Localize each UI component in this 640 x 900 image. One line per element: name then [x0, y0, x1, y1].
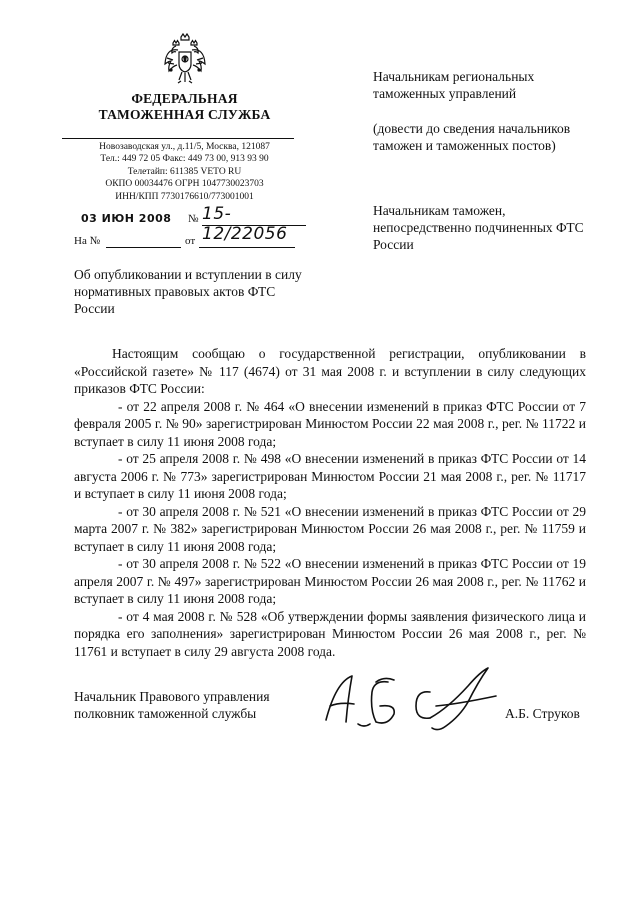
handwritten-signature-icon — [318, 662, 506, 734]
organization-name-line2: ТАМОЖЕННАЯ СЛУЖБА — [98, 107, 271, 122]
order-item-521: - от 30 апреля 2008 г. № 521 «О внесении изменений в приказ ФТС России от 29 марта 2007 г. № 382» зарегистрирован Минюстом России 26 мая 2008 г., рег. № 11759 и вступает в силу 11 июня 2008 года; — [74, 503, 586, 554]
order-item-528: - от 4 мая 2008 г. № 528 «Об утверждении формы заявления физического лица и порядка его заполнения» зарегистрирован Минюстом России 26 мая 2008 г., рег. № 11761 и вступает в силу 29 августа 2008 года. — [74, 608, 586, 659]
addressee-customs-heads: Начальникам таможен, непосредственно подчиненных ФТС России — [373, 203, 584, 252]
contact-phone-fax: Тел.: 449 72 05 Факс: 449 73 00, 913 93 90 — [100, 154, 269, 165]
letterhead-divider — [62, 138, 294, 139]
outgoing-date-stamp: 03 ИЮН 2008 — [81, 212, 172, 225]
order-item-522: - от 30 апреля 2008 г. № 522 «О внесении изменений в приказ ФТС России от 19 апреля 2007 г. № 497» зарегистрирован Минюстом России 26 мая 2008 г., рег. № 11762 и вступает в силу 11 июня 2008 года; — [74, 556, 586, 606]
contact-teletype: Телетайп: 611385 VETO RU — [127, 166, 242, 177]
contact-inn-kpp: ИНН/КПП 7730176610/773001001 — [115, 191, 254, 202]
reference-date-blank — [199, 247, 295, 248]
letter-body — [74, 345, 586, 660]
reference-line — [74, 235, 304, 251]
reference-number-label: На № — [74, 235, 101, 247]
order-item-464: - от 22 апреля 2008 г. № 464 «О внесении изменений в приказ ФТС России от 7 февраля 2005 г. № 90» зарегистрирован Минюстом России 22 мая 2008 г., рег. № 11722 и вступает в силу 11 июня 2008 года; — [74, 398, 586, 449]
contact-okpo-ogrn: ОКПО 00034476 ОГРН 1047730023703 — [105, 179, 264, 190]
outgoing-number-label: № — [188, 213, 199, 225]
reference-number-blank — [106, 247, 181, 248]
outgoing-number: 15-12/22056 — [202, 204, 288, 244]
outgoing-number-underline — [202, 225, 306, 226]
body-intro: Настоящим сообщаю о государственной регистрации, опубликовании в «Российской газете» № 117 (4674) от 31 мая 2008 г. и вступлении в силу следующих приказов ФТС России: — [74, 346, 586, 396]
reference-date-label: от — [185, 235, 196, 247]
organization-name — [62, 91, 307, 123]
signatory-title — [74, 688, 314, 722]
addressee-regional-directorates: Начальникам региональных таможенных управлений — [373, 69, 535, 101]
contact-details — [62, 141, 307, 203]
letter-subject: Об опубликовании и вступлении в силу нормативных правовых актов ФТС России — [74, 267, 302, 316]
addressee-note: (довести до сведения начальников таможен и таможенных постов) — [373, 121, 571, 153]
signatory-rank: полковник таможенной службы — [74, 706, 257, 721]
signatory-position: Начальник Правового управления — [74, 689, 270, 704]
organization-name-line1: ФЕДЕРАЛЬНАЯ — [131, 91, 238, 106]
signatory-name: А.Б. Струков — [505, 706, 580, 721]
contact-address: Новозаводская ул., д.11/5, Москва, 121087 — [99, 142, 270, 152]
order-item-498: - от 25 апреля 2008 г. № 498 «О внесении изменений в приказ ФТС России от 14 августа 2006 г. № 773» зарегистрирован Минюстом России 21 мая 2008 г., рег. № 11717 и вступает в силу 11 июня 2008 года; — [74, 451, 586, 501]
double-headed-eagle-emblem-icon — [163, 32, 207, 84]
